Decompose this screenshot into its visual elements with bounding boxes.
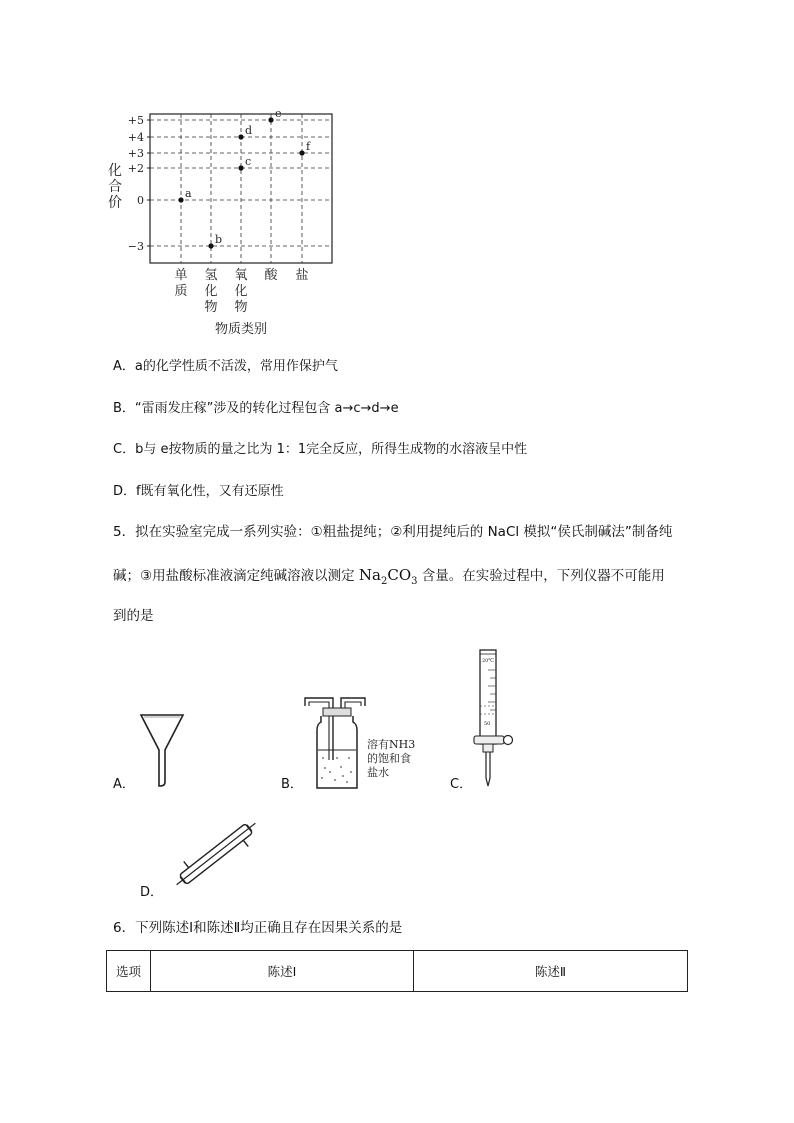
y-tick-label: +5: [127, 114, 144, 127]
formula-sub-3: 3: [411, 576, 418, 587]
table-row: [107, 951, 688, 992]
burette-image: [470, 648, 520, 790]
burette-mark-20c: 20℃: [482, 658, 494, 664]
point-label-e: e: [275, 107, 282, 120]
x-category-label-char: 化: [204, 284, 218, 299]
valence-chart: [105, 105, 345, 345]
point-label-b: b: [215, 233, 223, 246]
x-category-label-char: 氢: [204, 268, 218, 283]
point-label-f: f: [306, 140, 311, 153]
table-header-statement-2: 陈述Ⅱ: [414, 951, 688, 992]
q5-line-2: [113, 565, 665, 592]
q4-option-b: B．“雷雨发庄稼”涉及的转化过程包含 a→c→d→e: [113, 401, 399, 416]
x-category-label-char: 氧: [234, 268, 248, 283]
point-label-a: a: [185, 187, 192, 200]
q4-option-d: D．f既有氧化性，又有还原性: [113, 484, 284, 499]
x-category-label-char: 质: [174, 284, 188, 299]
formula-na: Na: [358, 566, 381, 584]
table-header-option: 选项: [107, 951, 151, 992]
data-point-e: [268, 117, 273, 122]
formula-co: CO: [387, 566, 412, 584]
table-header-statement-1: 陈述Ⅰ: [151, 951, 414, 992]
q5-line-1: 5．拟在实验室完成一系列实验：①粗盐提纯；②利用提纯后的 NaCl 模拟“侯氏制碱法”制备纯: [113, 524, 673, 540]
y-tick-label: +3: [127, 147, 144, 160]
data-point-f: [299, 150, 304, 155]
q5-line-2-pre: 碱；③用盐酸标准液滴定纯碱溶液以测定: [113, 568, 359, 584]
burette-mark-50: 50: [484, 721, 491, 727]
data-point-b: [208, 243, 213, 248]
q4-option-a: A．a的化学性质不活泼，常用作保护气: [113, 359, 338, 374]
condenser-image: [166, 806, 266, 900]
bottle-label-line-3: 盐水: [367, 766, 389, 779]
y-axis-label-char: 合: [108, 179, 122, 195]
data-point-c: [238, 165, 243, 170]
q4-option-c: C．b与 e按物质的量之比为 1：1完全反应，所得生成物的水溶液呈中性: [113, 442, 528, 457]
q5-option-b-label: B．: [281, 777, 303, 792]
x-category-label-char: 单: [174, 268, 188, 283]
q5-line-3: 到的是: [113, 608, 154, 624]
formula-na2co3: [358, 566, 418, 587]
point-label-d: d: [245, 124, 253, 137]
x-category-label-char: 酸: [264, 268, 278, 283]
data-point-d: [238, 134, 243, 139]
q5-line-2-post: 含量。在实验过程中，下列仪器不可能用: [417, 568, 665, 584]
data-point-a: [178, 197, 183, 202]
q5-option-a-label: A．: [113, 777, 135, 792]
bottle-label-line-1: 溶有NH3: [367, 738, 416, 751]
x-category-label-char: 物: [204, 300, 218, 315]
y-tick-label: −3: [127, 240, 144, 253]
y-tick-label: +2: [127, 162, 144, 175]
bottle-label-line-2: 的饱和食: [367, 752, 411, 765]
x-axis-label: 物质类别: [214, 322, 268, 337]
y-tick-label: 0: [137, 194, 144, 207]
q5-option-d-label: D．: [140, 885, 164, 900]
y-axis-label-char: 化: [108, 163, 122, 179]
x-category-label-char: 盐: [295, 268, 309, 283]
q6-stem: 6．下列陈述Ⅰ和陈述Ⅱ均正确且存在因果关系的是: [113, 920, 403, 936]
x-category-label-char: 物: [234, 300, 248, 315]
y-axis-label-char: 价: [108, 195, 122, 211]
q6-table: [106, 950, 688, 992]
x-category-label-char: 化: [234, 284, 248, 299]
formula-sub-2: 2: [380, 576, 388, 587]
funnel-image: [138, 712, 188, 788]
q5-option-c-label: C．: [450, 777, 473, 792]
gas-washing-bottle-image: [303, 692, 443, 792]
y-tick-label: +4: [127, 131, 144, 144]
point-label-c: c: [245, 155, 252, 168]
